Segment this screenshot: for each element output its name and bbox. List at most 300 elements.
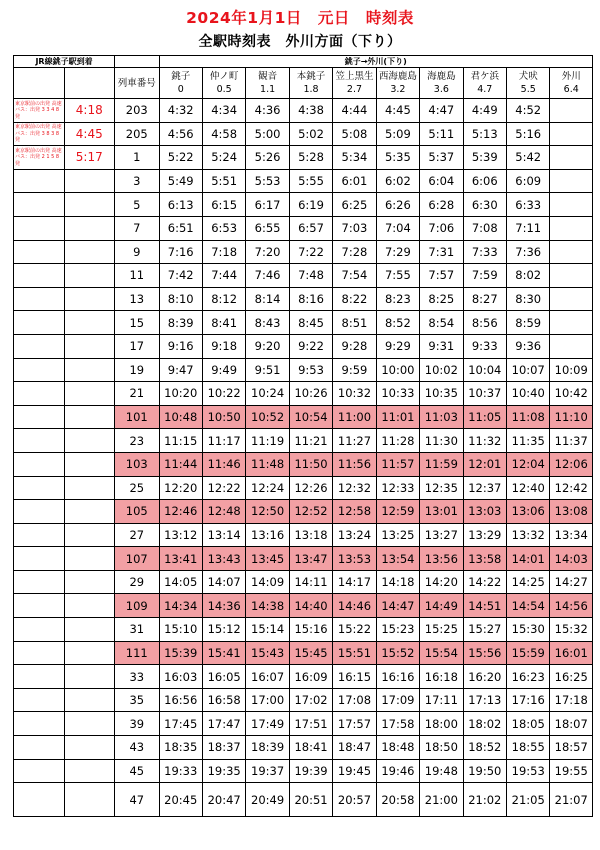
time-cell: 13:16: [246, 523, 289, 547]
time-cell: 10:37: [463, 382, 506, 406]
time-cell: 14:38: [246, 594, 289, 618]
time-cell: 6:13: [159, 193, 202, 217]
table-row: [14, 736, 593, 760]
time-cell: 12:20: [159, 476, 202, 500]
train-number-header: 列車番号: [115, 68, 159, 99]
time-cell: 9:29: [376, 334, 419, 358]
time-cell: 20:49: [246, 783, 289, 817]
table-row: [14, 429, 593, 453]
timetable-body: [14, 56, 593, 817]
header-blank-cell: [14, 68, 65, 99]
time-cell: 13:53: [333, 547, 376, 571]
train-number: 29: [115, 570, 159, 594]
time-cell: 13:29: [463, 523, 506, 547]
time-cell: 11:19: [246, 429, 289, 453]
time-cell: 5:55: [289, 169, 332, 193]
time-cell: 12:24: [246, 476, 289, 500]
station-name: 君ケ浜: [470, 71, 500, 82]
time-cell: 11:01: [376, 405, 419, 429]
station-name: 本銚子: [296, 71, 326, 82]
train-number: 31: [115, 618, 159, 642]
station-header-4: [333, 68, 376, 99]
train-number: 3: [115, 169, 159, 193]
jr-note-cell: [14, 287, 65, 311]
station-km: 1.8: [303, 84, 319, 95]
time-cell: 11:08: [507, 405, 550, 429]
table-row: [14, 547, 593, 571]
time-cell: 13:43: [202, 547, 245, 571]
jr-arrival-time: [64, 570, 115, 594]
table-row: [14, 264, 593, 288]
time-cell: 20:58: [376, 783, 419, 817]
time-cell: 7:11: [507, 216, 550, 240]
time-cell: 10:09: [550, 358, 593, 382]
jr-note-cell: [14, 476, 65, 500]
train-number: 33: [115, 665, 159, 689]
time-cell: 20:57: [333, 783, 376, 817]
jr-arrival-time: [64, 594, 115, 618]
time-cell: 5:16: [507, 122, 550, 146]
time-cell: 11:21: [289, 429, 332, 453]
time-cell: 9:59: [333, 358, 376, 382]
time-cell: 5:00: [246, 122, 289, 146]
train-number: 43: [115, 736, 159, 760]
jr-note-cell: [14, 452, 65, 476]
table-row: [14, 193, 593, 217]
time-cell: 17:11: [420, 688, 463, 712]
train-number: 5: [115, 193, 159, 217]
table-row: [14, 783, 593, 817]
train-number: 13: [115, 287, 159, 311]
jr-note-cell: [14, 429, 65, 453]
jr-note-cell: [14, 382, 65, 406]
train-number: 109: [115, 594, 159, 618]
jr-note-cell: [14, 570, 65, 594]
time-cell: 21:02: [463, 783, 506, 817]
time-cell: 15:32: [550, 618, 593, 642]
time-cell: 18:41: [289, 736, 332, 760]
time-cell: 16:07: [246, 665, 289, 689]
time-cell: 14:47: [376, 594, 419, 618]
time-cell: 8:02: [507, 264, 550, 288]
time-cell: 12:32: [333, 476, 376, 500]
time-cell: 18:47: [333, 736, 376, 760]
time-cell: 13:14: [202, 523, 245, 547]
time-cell: 8:51: [333, 311, 376, 335]
time-cell: 6:17: [246, 193, 289, 217]
time-cell: 14:56: [550, 594, 593, 618]
time-cell: 7:36: [507, 240, 550, 264]
time-cell: 14:46: [333, 594, 376, 618]
time-cell: 12:22: [202, 476, 245, 500]
time-cell: 14:03: [550, 547, 593, 571]
time-cell: 10:48: [159, 405, 202, 429]
time-cell: 13:41: [159, 547, 202, 571]
time-cell: 5:39: [463, 146, 506, 170]
time-cell: 16:09: [289, 665, 332, 689]
train-number: 39: [115, 712, 159, 736]
time-cell: 15:39: [159, 641, 202, 665]
time-cell: 11:46: [202, 452, 245, 476]
time-cell: 14:51: [463, 594, 506, 618]
station-name: 観音: [258, 71, 278, 82]
table-row: [14, 287, 593, 311]
train-number: 21: [115, 382, 159, 406]
time-cell: 5:02: [289, 122, 332, 146]
time-cell: 18:00: [420, 712, 463, 736]
time-cell: [550, 169, 593, 193]
time-cell: [550, 334, 593, 358]
time-cell: 10:20: [159, 382, 202, 406]
time-cell: 17:51: [289, 712, 332, 736]
jr-arrival-time: [64, 641, 115, 665]
time-cell: 11:00: [333, 405, 376, 429]
page-subtitle: 全駅時刻表 外川方面（下り）: [198, 34, 402, 50]
time-cell: 15:54: [420, 641, 463, 665]
time-cell: 16:16: [376, 665, 419, 689]
time-cell: 19:46: [376, 759, 419, 783]
time-cell: 7:28: [333, 240, 376, 264]
time-cell: 5:26: [246, 146, 289, 170]
table-row: [14, 358, 593, 382]
time-cell: 20:45: [159, 783, 202, 817]
time-cell: 11:05: [463, 405, 506, 429]
time-cell: 5:53: [246, 169, 289, 193]
time-cell: 19:35: [202, 759, 245, 783]
time-cell: 11:56: [333, 452, 376, 476]
station-km: 4.7: [477, 84, 493, 95]
time-cell: 5:42: [507, 146, 550, 170]
time-cell: 8:23: [376, 287, 419, 311]
time-cell: 7:46: [246, 264, 289, 288]
time-cell: 6:06: [463, 169, 506, 193]
time-cell: 13:47: [289, 547, 332, 571]
jr-arrival-time: [64, 311, 115, 335]
time-cell: 6:15: [202, 193, 245, 217]
table-row: [14, 311, 593, 335]
time-cell: 15:56: [463, 641, 506, 665]
time-cell: 13:18: [289, 523, 332, 547]
time-cell: 15:51: [333, 641, 376, 665]
time-cell: 16:03: [159, 665, 202, 689]
time-cell: 9:16: [159, 334, 202, 358]
time-cell: 4:47: [420, 99, 463, 123]
time-cell: 14:18: [376, 570, 419, 594]
time-cell: 15:14: [246, 618, 289, 642]
time-cell: 19:50: [463, 759, 506, 783]
jr-note-cell: [14, 641, 65, 665]
time-cell: 19:48: [420, 759, 463, 783]
time-cell: 4:34: [202, 99, 245, 123]
time-cell: 14:34: [159, 594, 202, 618]
jr-note-cell: [14, 334, 65, 358]
time-cell: 7:22: [289, 240, 332, 264]
time-cell: 7:57: [420, 264, 463, 288]
time-cell: 18:02: [463, 712, 506, 736]
time-cell: 13:24: [333, 523, 376, 547]
time-cell: 4:45: [376, 99, 419, 123]
time-cell: 4:49: [463, 99, 506, 123]
time-cell: 18:52: [463, 736, 506, 760]
jr-arrival-time: [64, 382, 115, 406]
time-cell: 16:25: [550, 665, 593, 689]
time-cell: 14:20: [420, 570, 463, 594]
jr-note-cell: [14, 783, 65, 817]
time-cell: 11:59: [420, 452, 463, 476]
train-number: 25: [115, 476, 159, 500]
time-cell: 11:57: [376, 452, 419, 476]
table-row: [14, 665, 593, 689]
time-cell: 4:32: [159, 99, 202, 123]
time-cell: 5:51: [202, 169, 245, 193]
station-km: 0: [177, 84, 184, 95]
time-cell: 8:59: [507, 311, 550, 335]
time-cell: 5:11: [420, 122, 463, 146]
time-cell: [550, 287, 593, 311]
jr-arrival-time: [64, 736, 115, 760]
table-row: [14, 476, 593, 500]
time-cell: 6:26: [376, 193, 419, 217]
time-cell: 19:53: [507, 759, 550, 783]
time-cell: 10:32: [333, 382, 376, 406]
time-cell: 15:27: [463, 618, 506, 642]
jr-arrival-time: [64, 334, 115, 358]
time-cell: 13:58: [463, 547, 506, 571]
jr-arrival-time: [64, 712, 115, 736]
time-cell: 15:22: [333, 618, 376, 642]
time-cell: 17:49: [246, 712, 289, 736]
table-row: [14, 688, 593, 712]
jr-arrival-time: 4:18: [64, 99, 115, 123]
time-cell: 6:57: [289, 216, 332, 240]
jr-note-cell: [14, 500, 65, 524]
jr-arrival-time: [64, 216, 115, 240]
time-cell: 11:03: [420, 405, 463, 429]
train-number: 203: [115, 99, 159, 123]
time-cell: 4:52: [507, 99, 550, 123]
time-cell: 6:04: [420, 169, 463, 193]
time-cell: 5:34: [333, 146, 376, 170]
time-cell: [550, 311, 593, 335]
station-header-1: [202, 68, 245, 99]
time-cell: 19:45: [333, 759, 376, 783]
station-name: 笠上黒生: [335, 71, 374, 82]
time-cell: 17:58: [376, 712, 419, 736]
time-cell: 15:12: [202, 618, 245, 642]
table-row: [14, 240, 593, 264]
jr-note-cell: 東京駅前の出発 高速バス：出発 3 3 4 8 発: [14, 99, 65, 123]
time-cell: 19:33: [159, 759, 202, 783]
jr-note-cell: [14, 358, 65, 382]
time-cell: 7:55: [376, 264, 419, 288]
time-cell: 11:44: [159, 452, 202, 476]
time-cell: 11:35: [507, 429, 550, 453]
time-cell: 11:50: [289, 452, 332, 476]
station-km: 5.5: [520, 84, 536, 95]
time-cell: 7:03: [333, 216, 376, 240]
jr-arrival-time: [64, 193, 115, 217]
jr-arrival-time: [64, 287, 115, 311]
train-number: 111: [115, 641, 159, 665]
time-cell: 13:01: [420, 500, 463, 524]
jr-note-cell: [14, 405, 65, 429]
jr-note-cell: 東京駅前の出発 高速バス：出発 2 1 5 8 発: [14, 146, 65, 170]
jr-note-cell: [14, 759, 65, 783]
table-row: [14, 146, 593, 170]
time-cell: 8:30: [507, 287, 550, 311]
time-cell: 7:16: [159, 240, 202, 264]
time-cell: 6:33: [507, 193, 550, 217]
train-number: 47: [115, 783, 159, 817]
time-cell: 9:31: [420, 334, 463, 358]
table-row: [14, 452, 593, 476]
jr-note-cell: [14, 240, 65, 264]
time-cell: 13:03: [463, 500, 506, 524]
time-cell: 16:23: [507, 665, 550, 689]
table-row: [14, 216, 593, 240]
time-cell: 21:05: [507, 783, 550, 817]
time-cell: 14:36: [202, 594, 245, 618]
time-cell: 17:57: [333, 712, 376, 736]
time-cell: 12:40: [507, 476, 550, 500]
time-cell: 12:04: [507, 452, 550, 476]
time-cell: 14:49: [420, 594, 463, 618]
time-cell: 11:30: [420, 429, 463, 453]
time-cell: 9:53: [289, 358, 332, 382]
time-cell: 11:48: [246, 452, 289, 476]
time-cell: 5:24: [202, 146, 245, 170]
time-cell: 14:01: [507, 547, 550, 571]
jr-arrival-time: [64, 783, 115, 817]
train-number: 23: [115, 429, 159, 453]
jr-arrival-time: [64, 665, 115, 689]
time-cell: 4:36: [246, 99, 289, 123]
time-cell: 5:37: [420, 146, 463, 170]
time-cell: 9:18: [202, 334, 245, 358]
train-number: 35: [115, 688, 159, 712]
time-cell: 5:28: [289, 146, 332, 170]
time-cell: [550, 122, 593, 146]
time-cell: 10:24: [246, 382, 289, 406]
time-cell: 10:54: [289, 405, 332, 429]
time-cell: 11:32: [463, 429, 506, 453]
jr-note-cell: [14, 193, 65, 217]
jr-arrival-time: [64, 523, 115, 547]
time-cell: 8:10: [159, 287, 202, 311]
time-cell: 13:56: [420, 547, 463, 571]
jr-arrival-time: [64, 500, 115, 524]
train-number: 45: [115, 759, 159, 783]
time-cell: 18:50: [420, 736, 463, 760]
time-cell: 9:51: [246, 358, 289, 382]
jr-arrival-time: [64, 358, 115, 382]
time-cell: 6:53: [202, 216, 245, 240]
time-cell: 18:37: [202, 736, 245, 760]
time-cell: 15:23: [376, 618, 419, 642]
time-cell: 17:13: [463, 688, 506, 712]
time-cell: 15:43: [246, 641, 289, 665]
time-cell: 8:45: [289, 311, 332, 335]
time-cell: 6:25: [333, 193, 376, 217]
jr-arrival-time: [64, 240, 115, 264]
time-cell: 18:07: [550, 712, 593, 736]
time-cell: 8:25: [420, 287, 463, 311]
time-cell: 11:28: [376, 429, 419, 453]
time-cell: 12:50: [246, 500, 289, 524]
table-row: [14, 759, 593, 783]
jr-note-cell: [14, 216, 65, 240]
station-name: 仲ノ町: [209, 71, 239, 82]
time-cell: [550, 146, 593, 170]
time-cell: 12:37: [463, 476, 506, 500]
table-row: [14, 382, 593, 406]
time-cell: 7:42: [159, 264, 202, 288]
time-cell: 12:59: [376, 500, 419, 524]
table-row: [14, 570, 593, 594]
train-number: 101: [115, 405, 159, 429]
jr-arrival-time: [64, 452, 115, 476]
time-cell: 8:56: [463, 311, 506, 335]
time-cell: 10:07: [507, 358, 550, 382]
time-cell: 7:48: [289, 264, 332, 288]
jr-note-cell: [14, 665, 65, 689]
time-cell: 7:06: [420, 216, 463, 240]
time-cell: 15:16: [289, 618, 332, 642]
time-cell: 10:02: [420, 358, 463, 382]
time-cell: 11:15: [159, 429, 202, 453]
time-cell: 12:52: [289, 500, 332, 524]
table-row: [14, 712, 593, 736]
time-cell: 19:55: [550, 759, 593, 783]
time-cell: 16:58: [202, 688, 245, 712]
time-cell: 8:14: [246, 287, 289, 311]
time-cell: 9:20: [246, 334, 289, 358]
time-cell: 13:06: [507, 500, 550, 524]
train-number: 105: [115, 500, 159, 524]
time-cell: 10:35: [420, 382, 463, 406]
time-cell: 8:41: [202, 311, 245, 335]
jr-note-cell: [14, 736, 65, 760]
time-cell: 10:26: [289, 382, 332, 406]
time-cell: 17:02: [289, 688, 332, 712]
station-header-9: [550, 68, 593, 99]
time-cell: 6:30: [463, 193, 506, 217]
time-cell: 16:15: [333, 665, 376, 689]
station-header-0: [159, 68, 202, 99]
time-cell: 18:39: [246, 736, 289, 760]
train-number: 15: [115, 311, 159, 335]
table-row: [14, 523, 593, 547]
header-blank-cell: [64, 68, 115, 99]
time-cell: 15:45: [289, 641, 332, 665]
time-cell: 12:42: [550, 476, 593, 500]
time-cell: 21:00: [420, 783, 463, 817]
time-cell: 7:44: [202, 264, 245, 288]
time-cell: 14:22: [463, 570, 506, 594]
time-cell: 10:04: [463, 358, 506, 382]
station-km: 3.2: [390, 84, 406, 95]
train-number: 17: [115, 334, 159, 358]
direction-header: 銚子→外川(下り): [159, 56, 593, 68]
time-cell: 12:33: [376, 476, 419, 500]
station-header-row: [14, 68, 593, 99]
time-cell: 10:42: [550, 382, 593, 406]
train-number: 9: [115, 240, 159, 264]
time-cell: 12:48: [202, 500, 245, 524]
time-cell: 7:04: [376, 216, 419, 240]
time-cell: 4:38: [289, 99, 332, 123]
jr-arrival-time: [64, 547, 115, 571]
